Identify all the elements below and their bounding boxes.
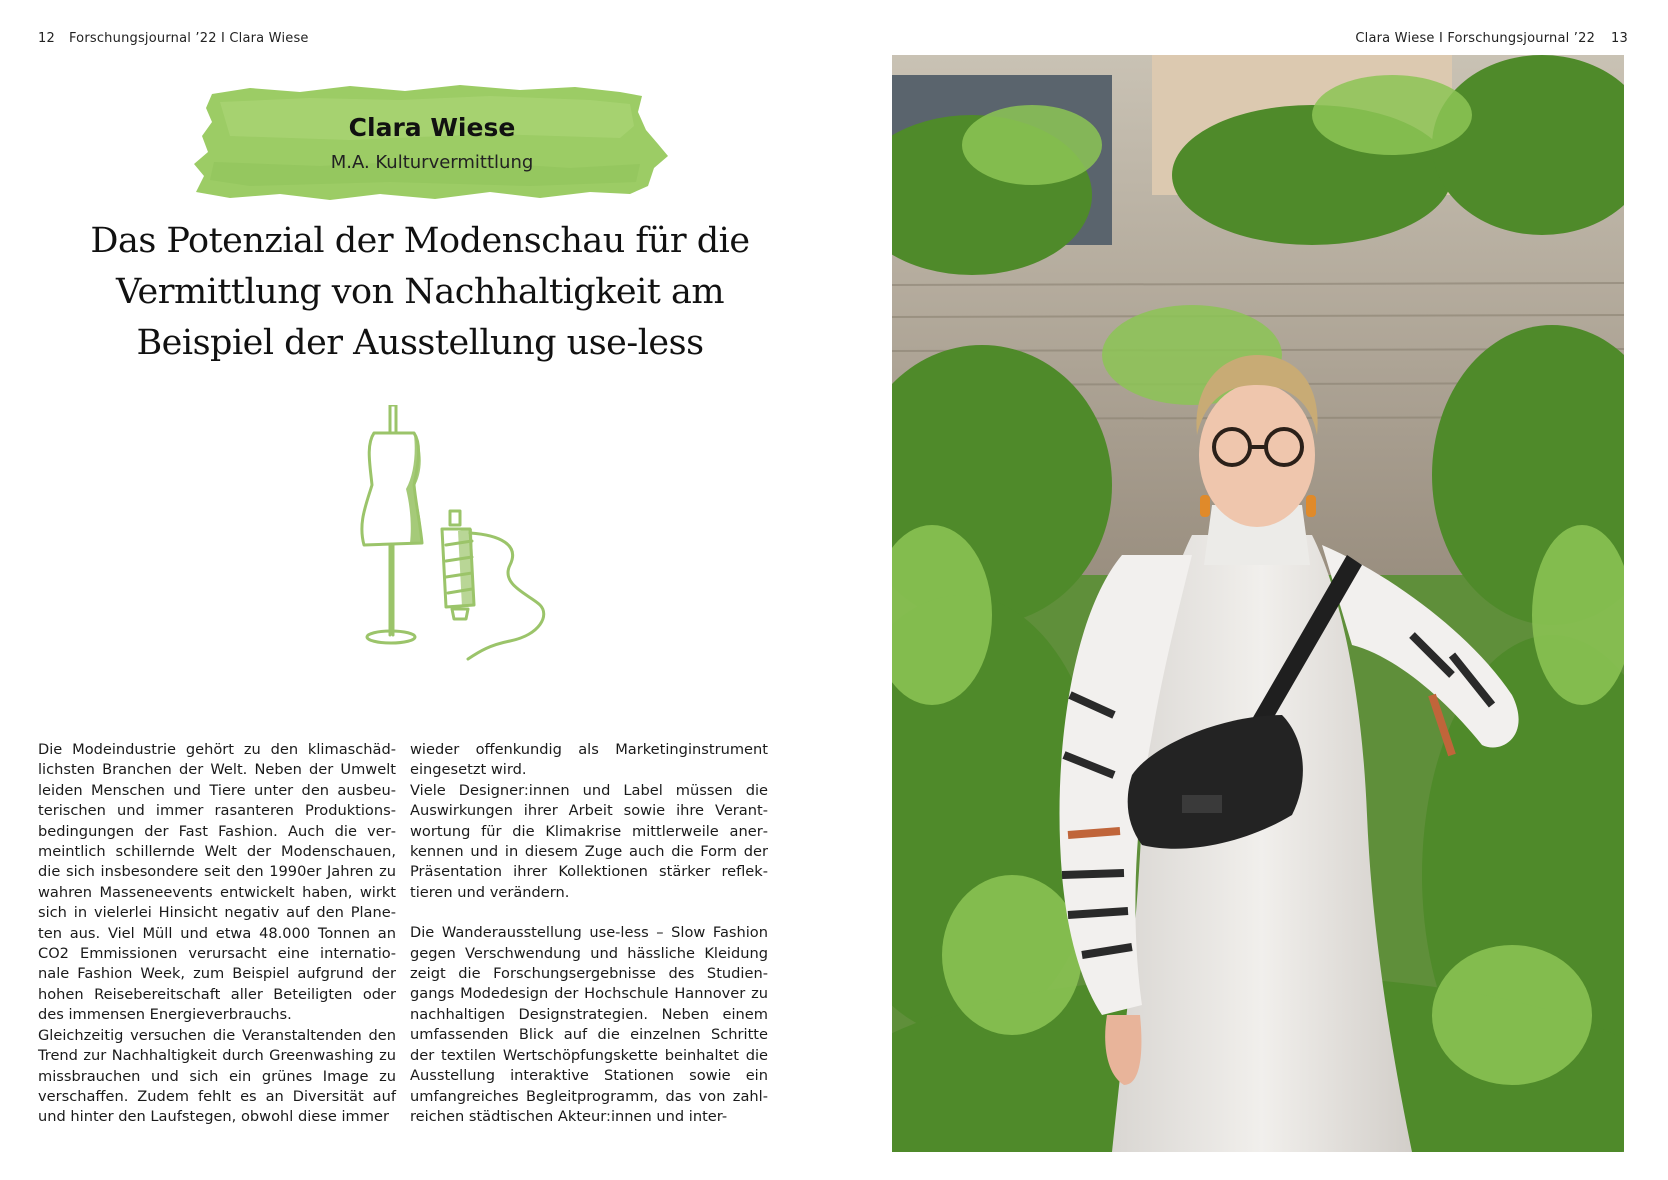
author-degree: M.A. Kulturvermittlung	[330, 152, 534, 173]
left-page-number: 12	[38, 31, 55, 46]
body-paragraph: Gleichzeitig versuchen die Veranstaltenden den Trend zur Nachhaltigkeit durch Greenwashing zu missbrauchen und sich ein grünes Image zu verschaffen. Zudem fehlt es an Diversität auf und hinter den Laufstegen, obwohl diese immer	[38, 1026, 396, 1126]
article-title-line: Vermittlung von Nachhaltigkeit am	[115, 272, 725, 312]
article-title-line: Das Potenzial der Modenschau für die	[90, 221, 750, 261]
portrait-photo	[892, 55, 1624, 1152]
right-running-header	[1355, 31, 1628, 46]
body-paragraph: wieder offenkundig als Marketinginstrument eingesetzt wird.	[410, 741, 768, 779]
body-column-2	[410, 740, 768, 1127]
right-page-number: 13	[1611, 31, 1628, 46]
body-paragraph: Die Modeindustrie gehört zu den klimaschädlichsten Branchen der Welt. Neben der Umwelt leiden Menschen und Tiere unter den ausbeuterischen und immer rasanteren Produktionsbedingungen der Fast Fashion. Auch die vermeintlich schillernde Welt der Modenschauen, die sich insbesondere seit den 1990er Jahren zu wahren Masseneevents entwickelt haben, wirkt sich in vielerlei Hinsicht negativ auf den Planeten aus. Viel Müll und etwa 48.000 Tonnen an CO2 Emmissionen verursacht eine internationale Fashion Week, zum Beispiel aufgrund der hohen Reisebereitschaft aller Beteiligten oder des immensen Energieverbrauchs.	[38, 741, 396, 1024]
article-title	[40, 216, 800, 369]
body-paragraph: Die Wanderausstellung use-less – Slow Fashion gegen Verschwendung und hässliche Kleidung zeigt die Forschungsergebnisse des Studiengangs Modedesign der Hochschule Hannover zu nachhaltigen Designstrategien. Neben einem umfassenden Blick auf die einzelnen Schritte der textilen Wertschöpfungskette beinhaltet die Ausstellung interaktive Stationen sowie ein umfangreiches Begleitprogramm, das von zahlreichen städtischen Akteur:innen und inter-	[410, 924, 768, 1125]
article-title-line: Beispiel der Ausstellung use-less	[136, 323, 704, 363]
left-running-header	[38, 31, 309, 46]
body-column-1	[38, 740, 396, 1128]
paragraph-spacer	[410, 903, 768, 923]
left-running-title: Forschungsjournal ’22 I Clara Wiese	[68, 31, 309, 46]
author-name: Clara Wiese	[348, 113, 516, 142]
body-paragraph: Viele Designer:innen und Label müssen die Auswirkungen ihrer Arbeit sowie ihre Verantwortung für die Klimakrise mittlerweile anerkennen und in diesem Zuge auch die Form der Präsentation ihrer Kollektionen stärker reflektieren und verändern.	[410, 781, 768, 901]
mannequin-and-thread-spool-icon	[360, 405, 590, 705]
author-banner-brushstroke	[190, 82, 674, 212]
right-running-title: Clara Wiese I Forschungsjournal ’22	[1355, 31, 1596, 46]
